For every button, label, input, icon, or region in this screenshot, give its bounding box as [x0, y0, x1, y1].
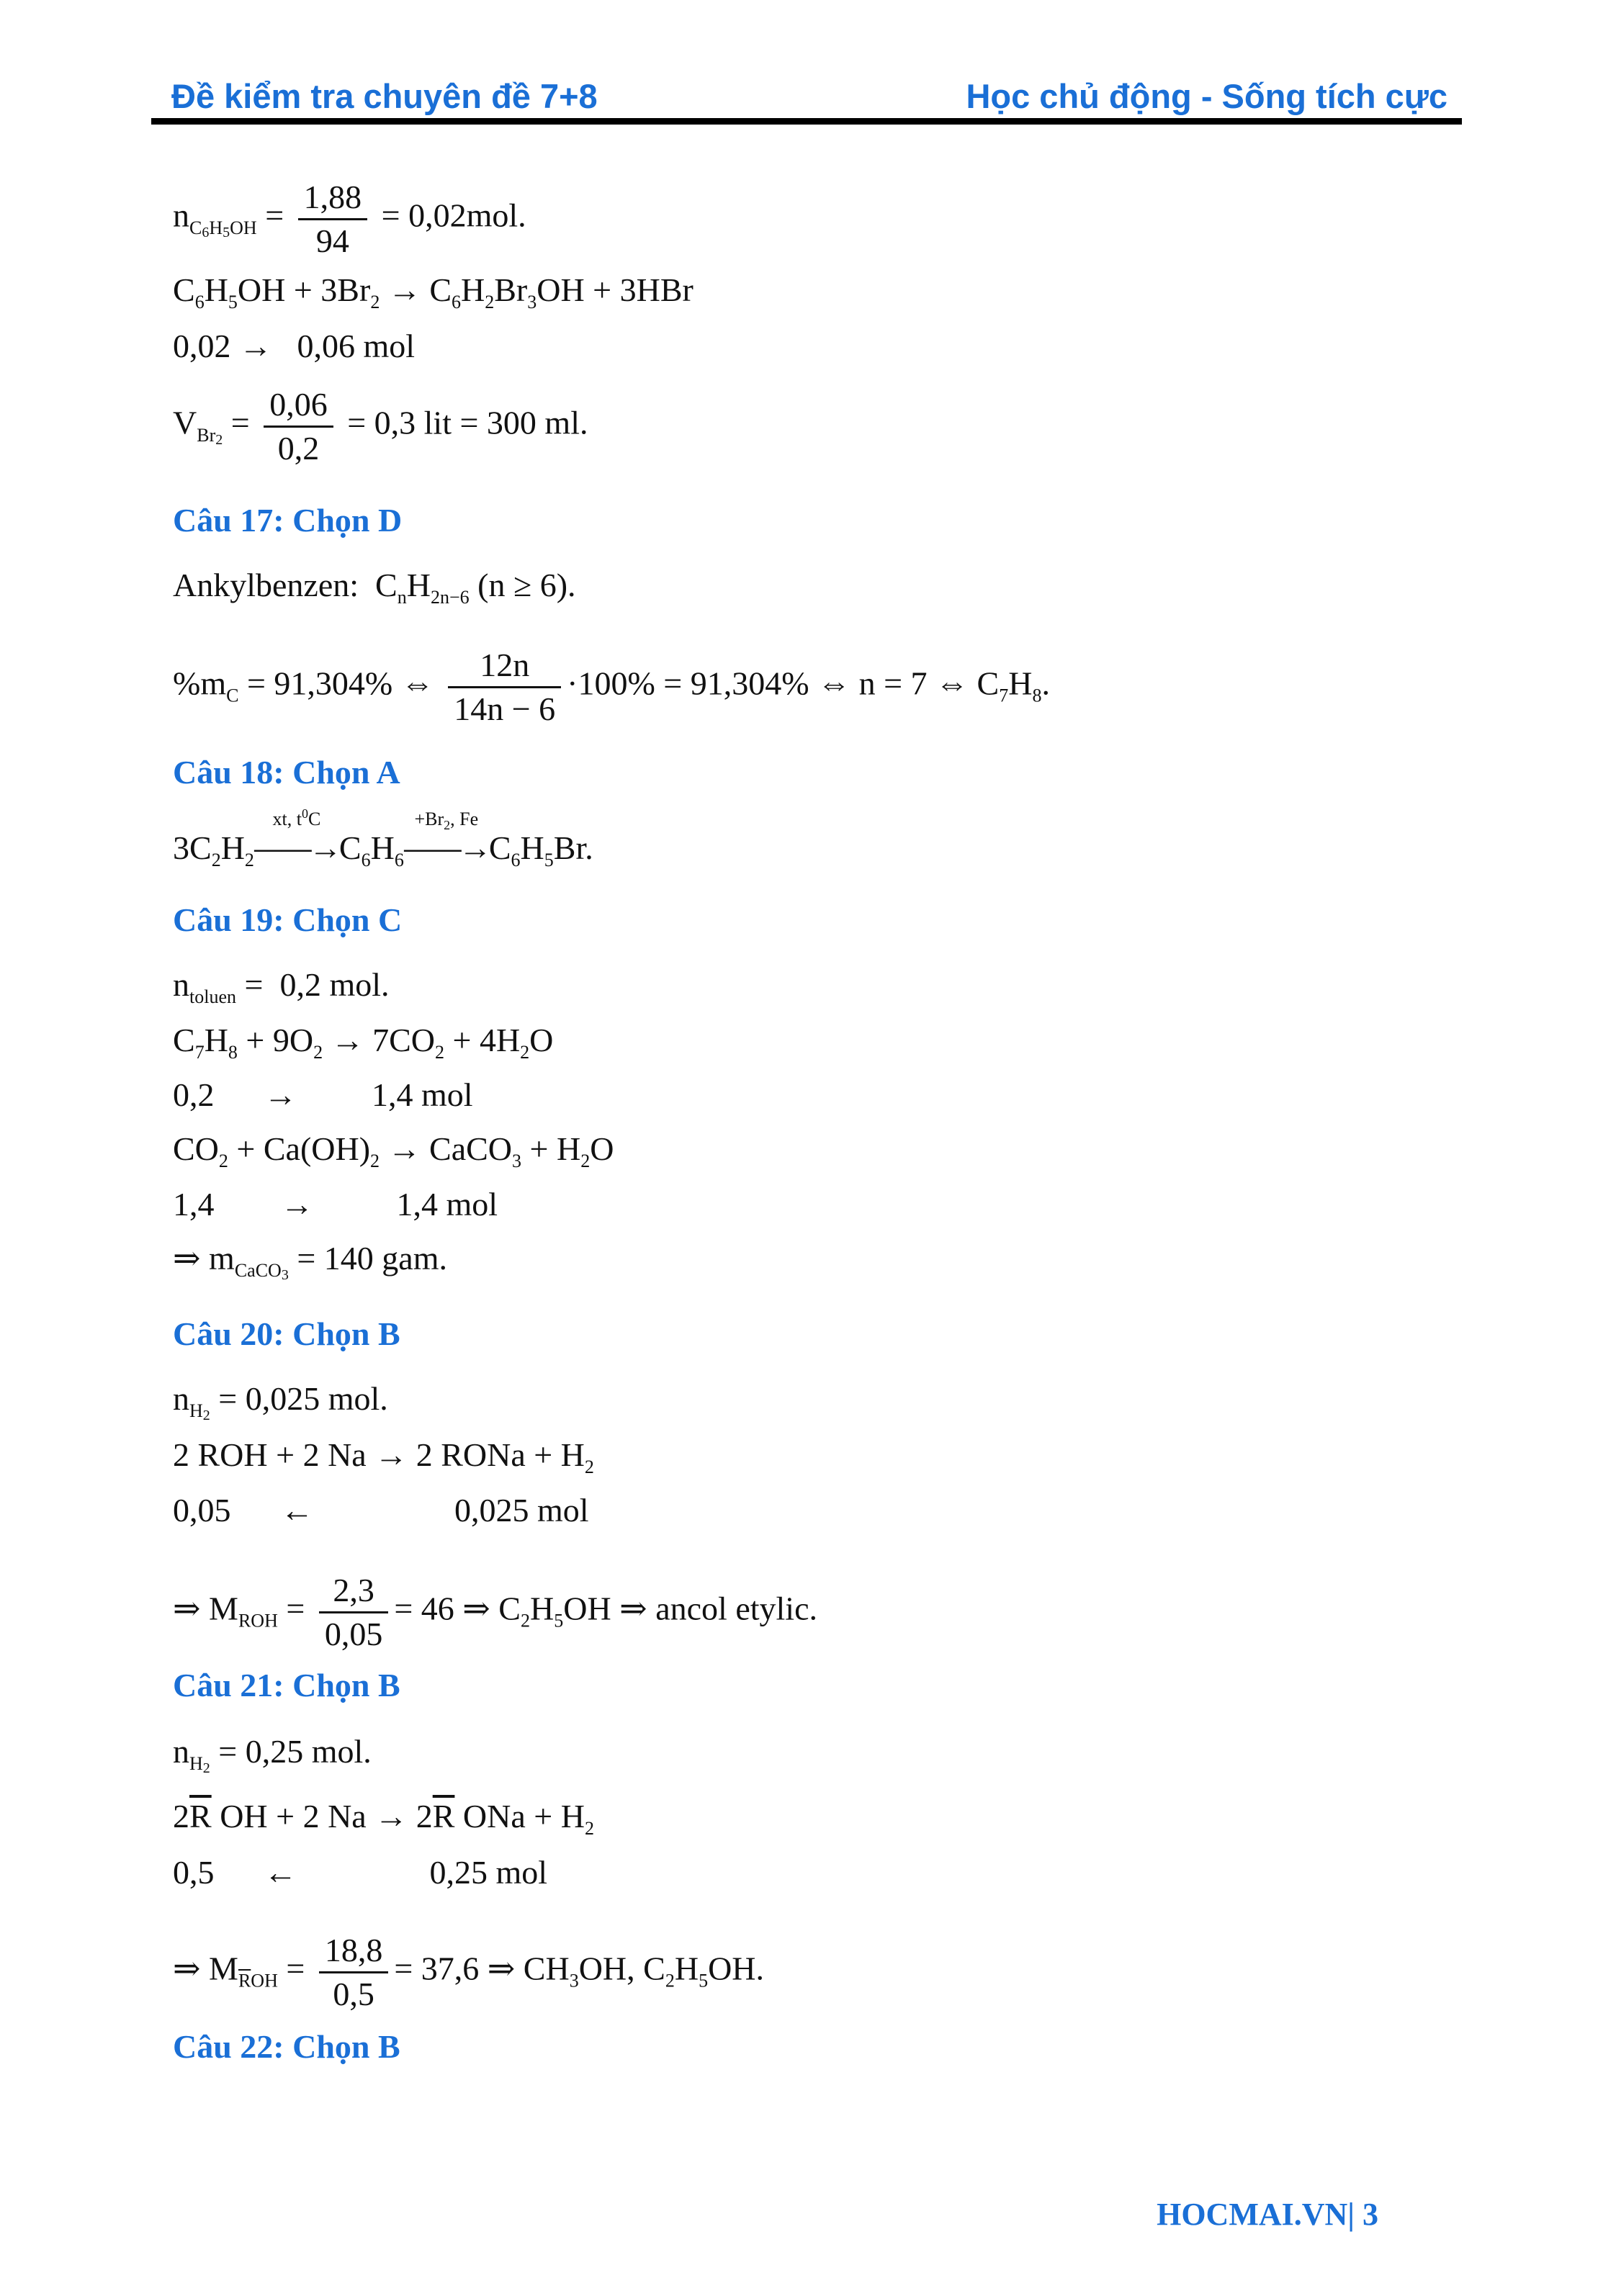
q17-title: Câu 17: Chọn D	[173, 502, 403, 539]
q20-line2: 2 ROH + 2 Na → 2 RONa + $H_2$	[173, 1436, 594, 1477]
q21-line3: 0,5 ← 0,25 mol	[173, 1854, 548, 1891]
q19-line1: $n_{toluen} = 0,2$ mol.	[173, 966, 390, 1007]
header-rule	[151, 118, 1462, 125]
q22-title: Câu 22: Chọn B	[173, 2028, 400, 2065]
q19-title: Câu 19: Chọn C	[173, 901, 403, 938]
q16-volume-fraction: $\frac{0,06}{0,2}$	[264, 384, 333, 469]
q16-reaction: $C_6H_5OH + 3Br_2 \to C_6H_2Br_3OH + 3HBr$	[173, 271, 693, 312]
q20-mass: ⇒ $M_{ROH}$ = $\frac{2,3}{0,05}$ = 46 ⇒ $C_2H_5OH$ ⇒ ancol etylic.	[173, 1570, 817, 1655]
q20-line3: 0,05 ← 0,025 mol	[173, 1492, 589, 1529]
q19-line2: $C_7H_8 + 9O_2 \to 7CO_2 + 4H_2O$	[173, 1022, 554, 1063]
q21-line1: $n_{H_2} = 0,25$ mol.	[173, 1733, 372, 1776]
q16-ratio: 0,02 → 0,06 mol	[173, 328, 416, 364]
q20-line1: $n_{H_2} = 0,025$ mol.	[173, 1380, 388, 1423]
q18-arrow-1: xt, $t^0C$ ⎯⎯⎯⎯→	[253, 806, 339, 866]
q20-title: Câu 20: Chọn B	[173, 1315, 400, 1352]
q18-title: Câu 18: Chọn A	[173, 754, 400, 791]
q16-volume: $V_{Br_2}$ = $\frac{0,06}{0,2}$ = 0,3 lit = 300 ml.	[173, 384, 588, 469]
q19-line6: ⇒ $m_{CaCO_3} = 140$ gam.	[173, 1240, 447, 1283]
q20-fraction: $\frac{2,3}{0,05}$	[319, 1570, 389, 1655]
q17-fraction: $\frac{12n}{14n - 6}$	[448, 644, 561, 729]
q19-line4: $CO_2 + Ca(OH)_2$ → CaCO$_3$ + $H_2O$	[173, 1130, 614, 1171]
q18-arrow-2: $+Br_2$, Fe ⎯⎯⎯⎯→	[403, 809, 489, 866]
q16-fraction: $\frac{1,88}{94}$	[298, 176, 368, 261]
page-footer: HOCMAI.VN| 3	[1157, 2197, 1378, 2232]
q21-fraction: $\frac{18,8}{0,5}$	[319, 1930, 389, 2014]
page-header	[151, 66, 1462, 124]
q21-title: Câu 21: Chọn B	[173, 1667, 400, 1703]
q21-line2: $2\overline{R}$ OH + 2 $Na \to 2\overline{R}$ ONa + $H_2$	[173, 1798, 594, 1839]
q19-line5: 1,4 → 1,4 mol	[173, 1186, 498, 1223]
q19-line3: 0,2 → 1,4 mol	[173, 1076, 473, 1113]
header-slogan: Học chủ động - Sống tích cực	[966, 77, 1447, 115]
q21-mass: ⇒ $M_{\overline{R}OH}$ = $\frac{18,8}{0,5}$ = 37,6 ⇒ $CH_3OH$, $C_2H_5OH$.	[173, 1930, 764, 2014]
q17-line1: Ankylbenzen: $C_nH_{2n-6}$ (n ≥ 6).	[173, 567, 576, 608]
q18-reaction: $3C_2H_2$ xt, $t^0C$ $⎯⎯⎯⎯\to C_6H_6$ $+Br_2$, Fe $⎯⎯⎯⎯\to C_6H_5Br$.	[173, 806, 593, 870]
q17-percent: $\%m_C = 91,304\%$ ⇔ $\frac{12n}{14n - 6}$ ·100% = 91,304% ⇔ n = 7 ⇔ $C_7H_8$.	[173, 644, 1050, 729]
header-title: Đề kiểm tra chuyên đề 7+8	[171, 77, 598, 115]
q16-n-line: $n_{C_6H_5OH}$ = $\frac{1,88}{94}$ = 0,02mol.	[173, 176, 526, 261]
